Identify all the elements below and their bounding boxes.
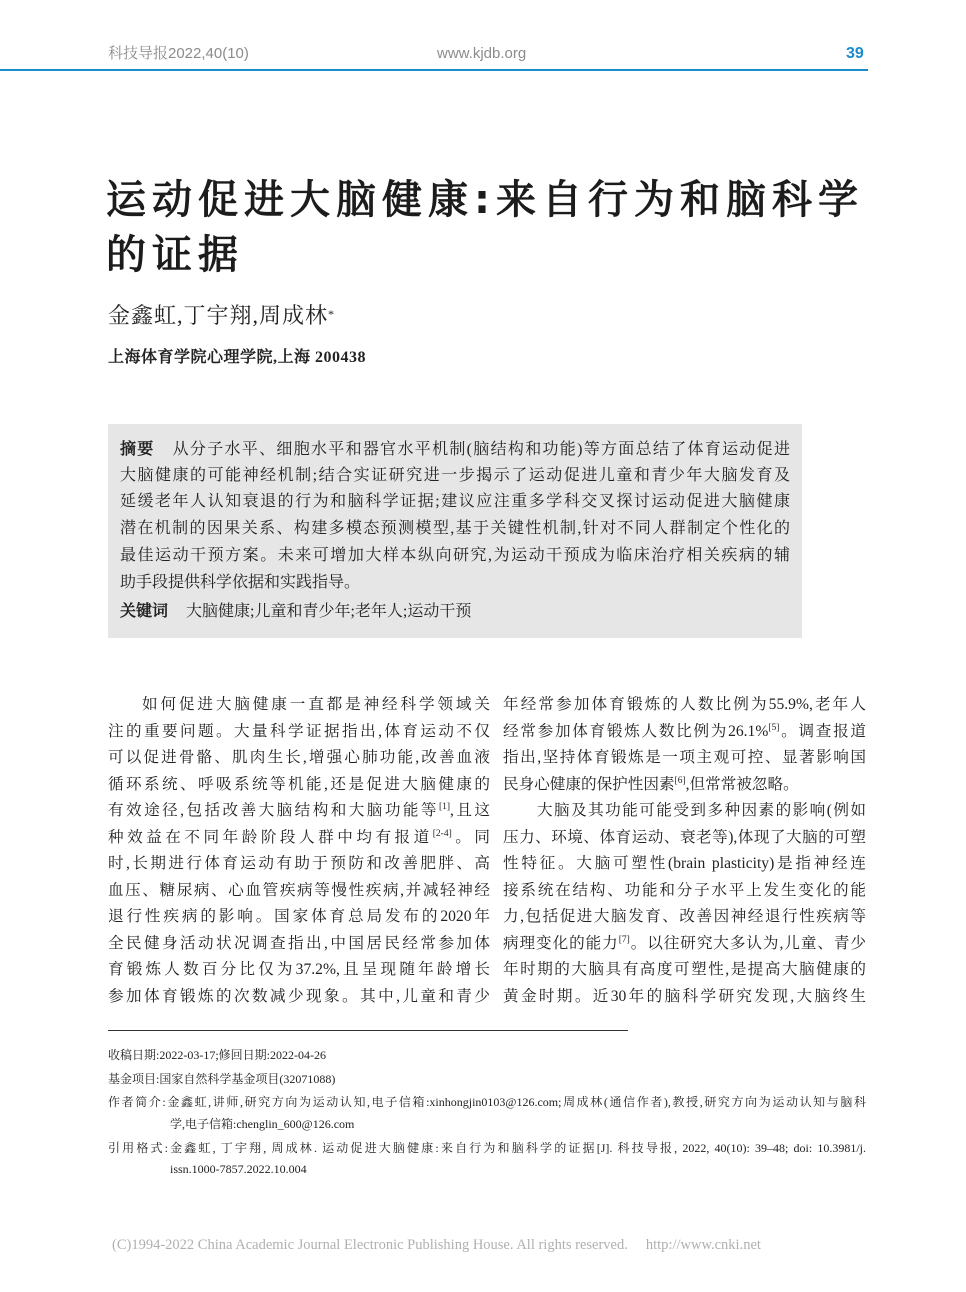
- citation-mark: [7]: [618, 934, 630, 945]
- body-line: 血压、糖尿病、心血管疾病等慢性疾病,并减轻神经: [108, 881, 490, 899]
- abstract-line: 助手段提供科学依据和实践指导。: [120, 574, 361, 591]
- body-line: 退行性疾病的影响。国家体育总局发布的2020年: [108, 908, 490, 925]
- copyright-text: (C)1994-2022 China Academic Journal Electronic Publishing House. All rights reserved.: [112, 1237, 628, 1253]
- body-line: [108, 801, 490, 821]
- body-line: [503, 775, 866, 795]
- page-number: 39: [846, 45, 864, 62]
- body-line: 大脑及其功能可能受到多种因素的影响(例如: [537, 802, 866, 819]
- abstract-line: 最佳运动干预方案。未来可增加大样本纵向研究,为运动干预成为临床治疗相关疾病的辅: [120, 547, 790, 564]
- body-line: 黄金时期。近30年的脑科学研究发现,大脑终生: [503, 987, 866, 1005]
- affiliation: 上海体育学院心理学院,上海 200438: [108, 349, 367, 366]
- abstract-line: 大脑健康的可能神经机制;结合实证研究进一步揭示了运动促进儿童和青少年大脑发育及: [120, 467, 790, 484]
- journal-issue: 科技导报2022,40(10): [108, 45, 249, 62]
- received-dates: 收稿日期:2022-03-17;修回日期:2022-04-26: [108, 1048, 326, 1062]
- body-text: ,但常常被忽略。: [685, 775, 799, 793]
- abstract-text: 从分子水平、细胞水平和器官水平机制(脑结构和功能)等方面总结了体育运动促进: [172, 441, 790, 458]
- body-line: 可以促进骨骼、肌肉生长,增强心肺功能,改善血液: [108, 749, 490, 766]
- body-line: [503, 934, 866, 954]
- body-text: 民身心健康的保护性因素: [503, 775, 675, 793]
- citation-format: 引用格式:金鑫虹, 丁宇翔, 周成林. 运动促进大脑健康:来自行为和脑科学的证据[J]. 科技导报, 2022, 40(10): 39–48; doi: 10.3981/j.: [108, 1141, 866, 1155]
- body-line: [503, 722, 866, 742]
- abstract-line: [120, 439, 790, 460]
- author-info: 作者简介:金鑫虹,讲师,研究方向为运动认知,电子信箱:xinhongjin0103@126.com;周成林(通信作者),教授,研究方向为运动认知与脑科: [108, 1095, 866, 1109]
- citation-mark: [1]: [438, 802, 451, 812]
- body-line: [108, 828, 490, 848]
- body-line: 时,长期进行体育运动有助于预防和改善肥胖、高: [108, 855, 490, 872]
- body-line: 参加体育锻炼的次数减少现象。其中,儿童和青少: [108, 987, 490, 1005]
- body-text: 。同: [451, 828, 490, 846]
- body-line: 性特征。大脑可塑性(brain plasticity)是指神经连: [503, 855, 866, 872]
- body-text: 经常参加体育锻炼人数比例为26.1%: [503, 722, 769, 740]
- citation-mark: [6]: [674, 775, 686, 786]
- abstract-label: 摘要: [120, 439, 155, 458]
- author-info-continued: 学,电子信箱:chenglin_600@126.com: [170, 1117, 355, 1131]
- corresponding-author-mark: *: [328, 307, 335, 321]
- abstract-line: 潜在机制的因果关系、构建多模态预测模型,基于关键性机制,针对不同人群制定个性化的: [120, 520, 790, 537]
- citation-mark: [2-4]: [432, 828, 452, 839]
- keywords-line: [120, 601, 790, 622]
- body-line: 指出,坚持体育锻炼是一项主观可控、显著影响国: [503, 749, 866, 766]
- cnki-watermark: [112, 1236, 761, 1254]
- body-line: 接系统在结构、功能和分子水平上发生变化的能: [503, 881, 866, 899]
- abstract-line: 延缓老年人认知衰退的行为和脑科学证据;建议应注重多学科交叉探讨运动促进大脑健康: [120, 493, 790, 510]
- body-text: ,且这: [450, 802, 490, 819]
- footnote-rule: [108, 1030, 628, 1031]
- body-line: 育锻炼人数百分比仅为37.2%,且呈现随年龄增长: [108, 961, 490, 978]
- body-line: 注的重要问题。大量科学证据指出,体育运动不仅: [108, 722, 490, 740]
- journal-website: www.kjdb.org: [437, 45, 527, 62]
- body-line: 力,包括促进大脑发育、改善因神经退行性疾病等: [503, 908, 866, 925]
- body-line: 全民健身活动状况调查指出,中国居民经常参加体: [108, 934, 490, 952]
- body-line: 年时期的大脑具有高度可塑性,是提高大脑健康的: [503, 961, 866, 978]
- funding-info: 基金项目:国家自然科学基金项目(32071088): [108, 1072, 336, 1086]
- body-line: 年经常参加体育锻炼的人数比例为55.9%,老年人: [503, 696, 866, 713]
- body-line: 压力、环境、体育运动、衰老等),体现了大脑的可塑: [503, 828, 866, 846]
- body-text: 病理变化的能力: [503, 934, 619, 952]
- body-line: 如何促进大脑健康一直都是神经科学领域关: [142, 696, 490, 713]
- cnki-url: http://www.cnki.net: [645, 1237, 761, 1253]
- keywords-text: 大脑健康;儿童和青少年;老年人;运动干预: [186, 603, 472, 620]
- header-rule: [0, 69, 868, 71]
- citation-mark: [5]: [768, 722, 780, 733]
- body-text: 。调查报道: [779, 722, 866, 740]
- author-names: 金鑫虹,丁宇翔,周成林: [108, 303, 329, 328]
- article-title-line-1: 运动促进大脑健康:来自行为和脑科学: [106, 177, 864, 223]
- body-text: 有效途径,包括改善大脑结构和大脑功能等: [108, 802, 439, 819]
- citation-format-continued: issn.1000-7857.2022.10.004: [170, 1162, 307, 1176]
- keywords-label: 关键词: [120, 601, 169, 620]
- article-title-line-2: 的证据: [106, 232, 244, 278]
- body-text: 种效益在不同年龄阶段人群中均有报道: [108, 828, 433, 846]
- author-list: [108, 302, 334, 330]
- body-text: 。以往研究大多认为,儿童、青少: [629, 934, 866, 952]
- body-line: 循环系统、呼吸系统等机能,还是促进大脑健康的: [108, 775, 490, 793]
